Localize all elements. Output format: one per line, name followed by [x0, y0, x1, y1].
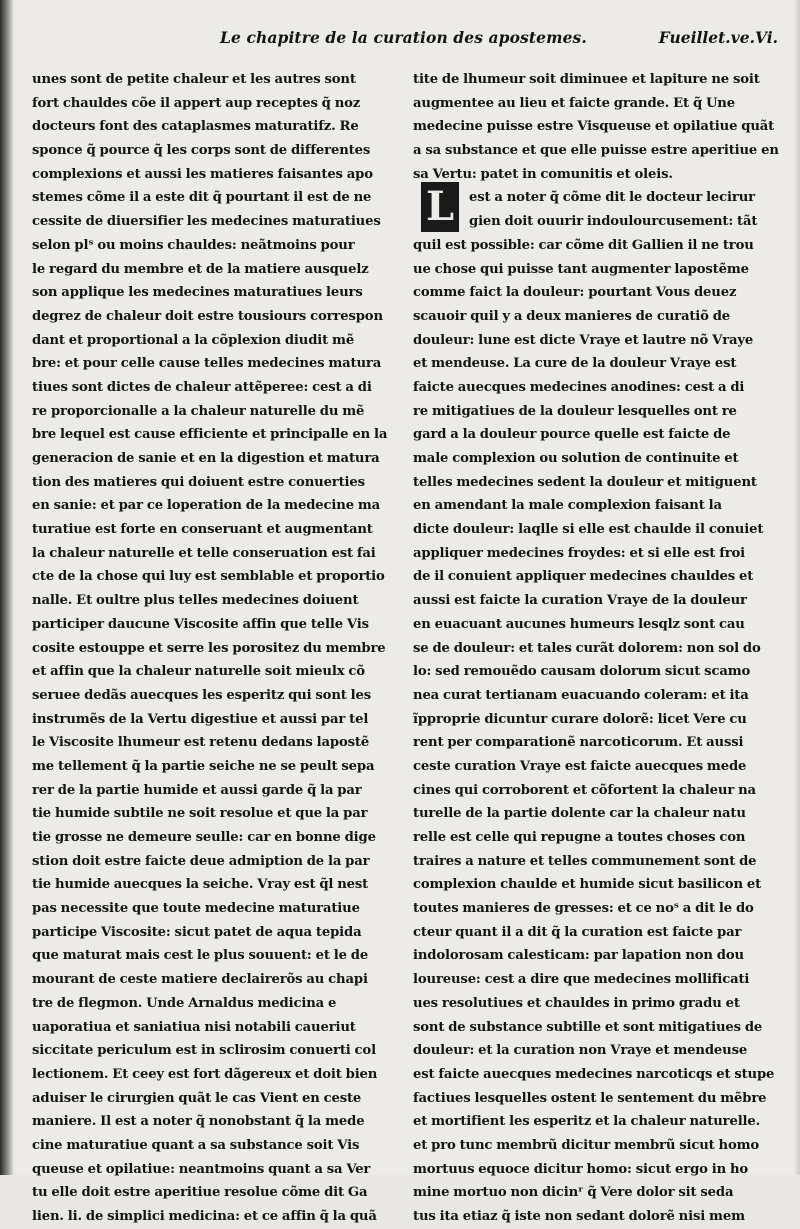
left-text-line: instrumẽs de la Vertu digestiue et aussi par tel	[32, 711, 369, 727]
left-text-line: participer daucune Viscosite affin que telle Vis	[32, 616, 369, 632]
right-text-line: medecine puisse estre Visqueuse et opilatiue quãt	[413, 119, 775, 135]
left-text-line: lectionem. Et ceey est fort dãgereux et doit bien	[32, 1066, 378, 1082]
right-text-line: tus ita etiaz q̃ iste non sedant dolorẽ nisi mem	[413, 1209, 745, 1224]
left-text-line: la chaleur naturelle et telle conseruation est fai	[32, 545, 376, 561]
left-text-line: re proporcionalle a la chaleur naturelle du mẽ	[32, 403, 365, 419]
left-text-line: bre: et pour celle cause telles medecines matura	[32, 356, 382, 372]
right-text-line: tite de lhumeur soit diminuee et lapiture ne soit	[413, 72, 760, 87]
left-text-line: cessite de diuersifier les medecines maturatiues	[32, 214, 381, 230]
right-text-line: ĩpproprie dicuntur curare dolorẽ: licet Vere cu	[413, 711, 747, 727]
right-text-line: en euacuant aucunes humeurs lesqlz sont cau	[413, 616, 745, 632]
left-text-line: uaporatiua et saniatiua nisi notabili caueriut	[32, 1019, 356, 1035]
right-text-line: nea curat tertianam euacuando coleram: et ita	[413, 687, 749, 703]
left-text-line: le Viscosite lhumeur est retenu dedans lapostẽ	[32, 735, 370, 751]
right-text-line: et mendeuse. La cure de la douleur Vraye est	[413, 356, 737, 372]
right-text-line: telles medecines sedent la douleur et mitiguent	[413, 474, 757, 490]
left-text-line: rer de la partie humide et aussi garde q̃ la par	[32, 782, 362, 798]
drop-cap-initial: L	[421, 182, 459, 232]
left-text-line: cte de la chose qui luy est semblable et proportio	[32, 569, 385, 585]
left-text-line: me tellement q̃ la partie seiche ne se peult sepa	[32, 758, 375, 774]
left-text-line: stion doit estre faicte deue admiption de la par	[32, 853, 370, 869]
left-text-line: tie grosse ne demeure seulle: car en bonne dige	[32, 830, 376, 845]
right-text-line: re mitigatiues de la douleur lesquelles ont re	[413, 403, 737, 419]
right-text-line: indolorosam calesticam: par lapation non dou	[413, 948, 744, 964]
left-text-line: tion des matieres qui doiuent estre conuerties	[32, 474, 365, 490]
left-text-line: sponce q̃ pource q̃ les corps sont de differentes	[32, 143, 371, 159]
page-header	[30, 28, 778, 58]
right-text-line: loureuse: cest a dire que medecines mollificati	[413, 972, 750, 988]
left-text-column	[32, 68, 394, 1229]
left-text-line: que maturat mais cest le plus souuent: et le de	[32, 948, 369, 964]
left-text-line: pas necessite que toute medecine maturatiue	[32, 901, 360, 917]
left-text-line: docteurs font des cataplasmes maturatifz. Re	[32, 119, 359, 135]
right-text-line: gard a la douleur pource quelle est faicte de	[413, 427, 731, 443]
left-text-line: degrez de chaleur doit estre tousiours correspon	[32, 308, 383, 324]
right-text-line: mine mortuo non dicinʳ q̃ Vere dolor sit seda	[413, 1185, 734, 1201]
right-text-line: ues resolutiues et chauldes in primo gradu et	[413, 995, 740, 1011]
right-text-line: complexion chaulde et humide sicut basilicon et	[413, 877, 762, 893]
right-text-line-content: est a noter q̃ cõme dit le docteur lecirur	[469, 190, 755, 206]
right-text-line: turelle de la partie dolente car la chaleur natu	[413, 806, 746, 822]
page-binding-shadow	[0, 0, 14, 1175]
left-text-line: tie humide auecques la seiche. Vray est q̃l nest	[32, 877, 369, 893]
page-edge-shadow	[794, 0, 800, 1175]
right-text-line: dicte douleur: laqlle si elle est chaulde il conuiet	[413, 522, 764, 538]
right-text-line: de il conuient appliquer medecines chauldes et	[413, 569, 754, 585]
left-text-line: aduiser le cirurgien quãt le cas Vient en ceste	[32, 1090, 362, 1106]
left-text-line: son applique les medecines maturatiues leurs	[32, 285, 363, 301]
right-text-line: male complexion ou solution de continuite et	[413, 451, 739, 466]
right-text-line: a sa substance et que elle puisse estre aperitiue en	[413, 143, 779, 159]
right-text-line: douleur: lune est dicte Vraye et lautre nõ Vraye	[413, 332, 754, 348]
left-text-line: generacion de sanie et en la digestion et matura	[32, 451, 380, 466]
left-text-line: maniere. Il est a noter q̃ nonobstant q̃ la mede	[32, 1114, 365, 1130]
right-text-line: cines qui corroborent et cõfortent la chaleur na	[413, 782, 756, 798]
right-text-line: ue chose qui puisse tant augmenter lapostẽme	[413, 261, 749, 277]
right-text-column	[413, 68, 779, 1229]
right-text-line: ceste curation Vraye est faicte auecques mede	[413, 758, 747, 774]
right-text-line: appliquer medecines froydes: et si elle est froi	[413, 545, 746, 561]
left-text-line: nalle. Et oultre plus telles medecines doiuent	[32, 593, 359, 609]
left-text-line: tie humide subtile ne soit resolue et que la par	[32, 806, 368, 822]
left-text-line: le regard du membre et de la matiere ausquelz	[32, 261, 369, 277]
left-text-line: lien. li. de simplici medicina: et ce affin q̃ la quã	[32, 1209, 377, 1224]
left-text-line: bre lequel est cause efficiente et principalle en la	[32, 427, 388, 443]
right-text-line: relle est celle qui repugne a toutes choses con	[413, 830, 746, 845]
left-text-line: selon plˢ ou moins chauldes: neãtmoins pour	[32, 237, 355, 253]
right-text-line: toutes manieres de gresses: et ce noˢ a dit le do	[413, 901, 754, 917]
right-text-line: sont de substance subtille et sont mitigatiues de	[413, 1019, 763, 1035]
folio-number: Fueillet.ve.Vi.	[658, 28, 778, 47]
right-text-line: gien doit ouurir indoulourcusement: tãt	[469, 214, 758, 230]
right-text-line: lo: sed remouẽdo causam dolorum sicut scamo	[413, 664, 751, 680]
right-text-line: faicte auecques medecines anodines: cest a di	[413, 379, 745, 395]
left-text-line: mourant de ceste matiere declairerõs au chapi	[32, 972, 368, 988]
right-text-line: et pro tunc membrũ dicitur membrũ sicut homo	[413, 1137, 760, 1153]
left-text-line: turatiue est forte en conseruant et augmentant	[32, 522, 373, 538]
right-text-line: factiues lesquelles ostent le sentement du mẽbre	[413, 1090, 767, 1106]
right-text-line: aussi est faicte la curation Vraye de la douleur	[413, 593, 747, 609]
left-text-line: participe Viscosite: sicut patet de aqua tepida	[32, 924, 362, 940]
left-text-line: cosite estouppe et serre les porositez du membre	[32, 640, 386, 656]
right-text-line: et mortifient les esperitz et la chaleur naturelle.	[413, 1114, 761, 1130]
left-text-line: tre de flegmon. Unde Arnaldus medicina e	[32, 995, 337, 1011]
right-text-line: rent per comparationẽ narcoticorum. Et aussi	[413, 735, 744, 751]
right-text-line: en amendant la male complexion faisant la	[413, 498, 722, 514]
left-text-line: stemes cõme il a este dit q̃ pourtant il est de ne	[32, 190, 372, 206]
left-text-line: dant et proportional a la cõplexion diudit mẽ	[32, 332, 355, 348]
running-head: Le chapitre de la curation des apostemes.	[220, 28, 587, 47]
left-text-line: queuse et opilatiue: neantmoins quant a sa Ver	[32, 1161, 371, 1177]
left-text-line: unes sont de petite chaleur et les autres sont	[32, 72, 356, 87]
left-text-line: fort chauldes cõe il appert aup receptes q̃ noz	[32, 95, 361, 111]
left-text-line: tiues sont dictes de chaleur attẽperee: cest a di	[32, 379, 372, 395]
right-text-line: sa Vertu: patet in comunitis et oleis.	[413, 166, 673, 182]
right-text-line: augmentee au lieu et faicte grande. Et q̃ Une	[413, 95, 735, 111]
left-text-line: complexions et aussi les matieres faisantes apo	[32, 166, 373, 182]
right-text-line: scauoir quil y a deux manieres de curatiõ de	[413, 308, 731, 324]
right-text-line: traires a nature et telles communement sont de	[413, 853, 757, 869]
right-text-line: se de douleur: et tales curãt dolorem: non sol do	[413, 640, 761, 656]
right-text-line: cteur quant il a dit q̃ la curation est faicte par	[413, 924, 742, 940]
right-text-line: comme faict la douleur: pourtant Vous deuez	[413, 285, 737, 301]
right-text-line: mortuus equoce dicitur homo: sicut ergo in ho	[413, 1161, 749, 1177]
left-text-line: tu elle doit estre aperitiue resolue cõme dit Ga	[32, 1185, 368, 1201]
left-text-line: cine maturatiue quant a sa substance soit Vis	[32, 1137, 360, 1153]
right-text-line: quil est possible: car cõme dit Gallien il ne trou	[413, 237, 754, 253]
left-text-line: en sanie: et par ce loperation de la medecine ma	[32, 498, 381, 514]
right-text-line: est faicte auecques medecines narcoticqs et stupe	[413, 1066, 775, 1082]
left-text-line: siccitate periculum est in sclirosim conuerti col	[32, 1043, 376, 1059]
left-text-line: et affin que la chaleur naturelle soit mieulx cõ	[32, 664, 365, 680]
right-text-line: douleur: et la curation non Vraye et mendeuse	[413, 1043, 748, 1059]
left-text-line: seruee dedãs auecques les esperitz qui sont les	[32, 687, 372, 703]
